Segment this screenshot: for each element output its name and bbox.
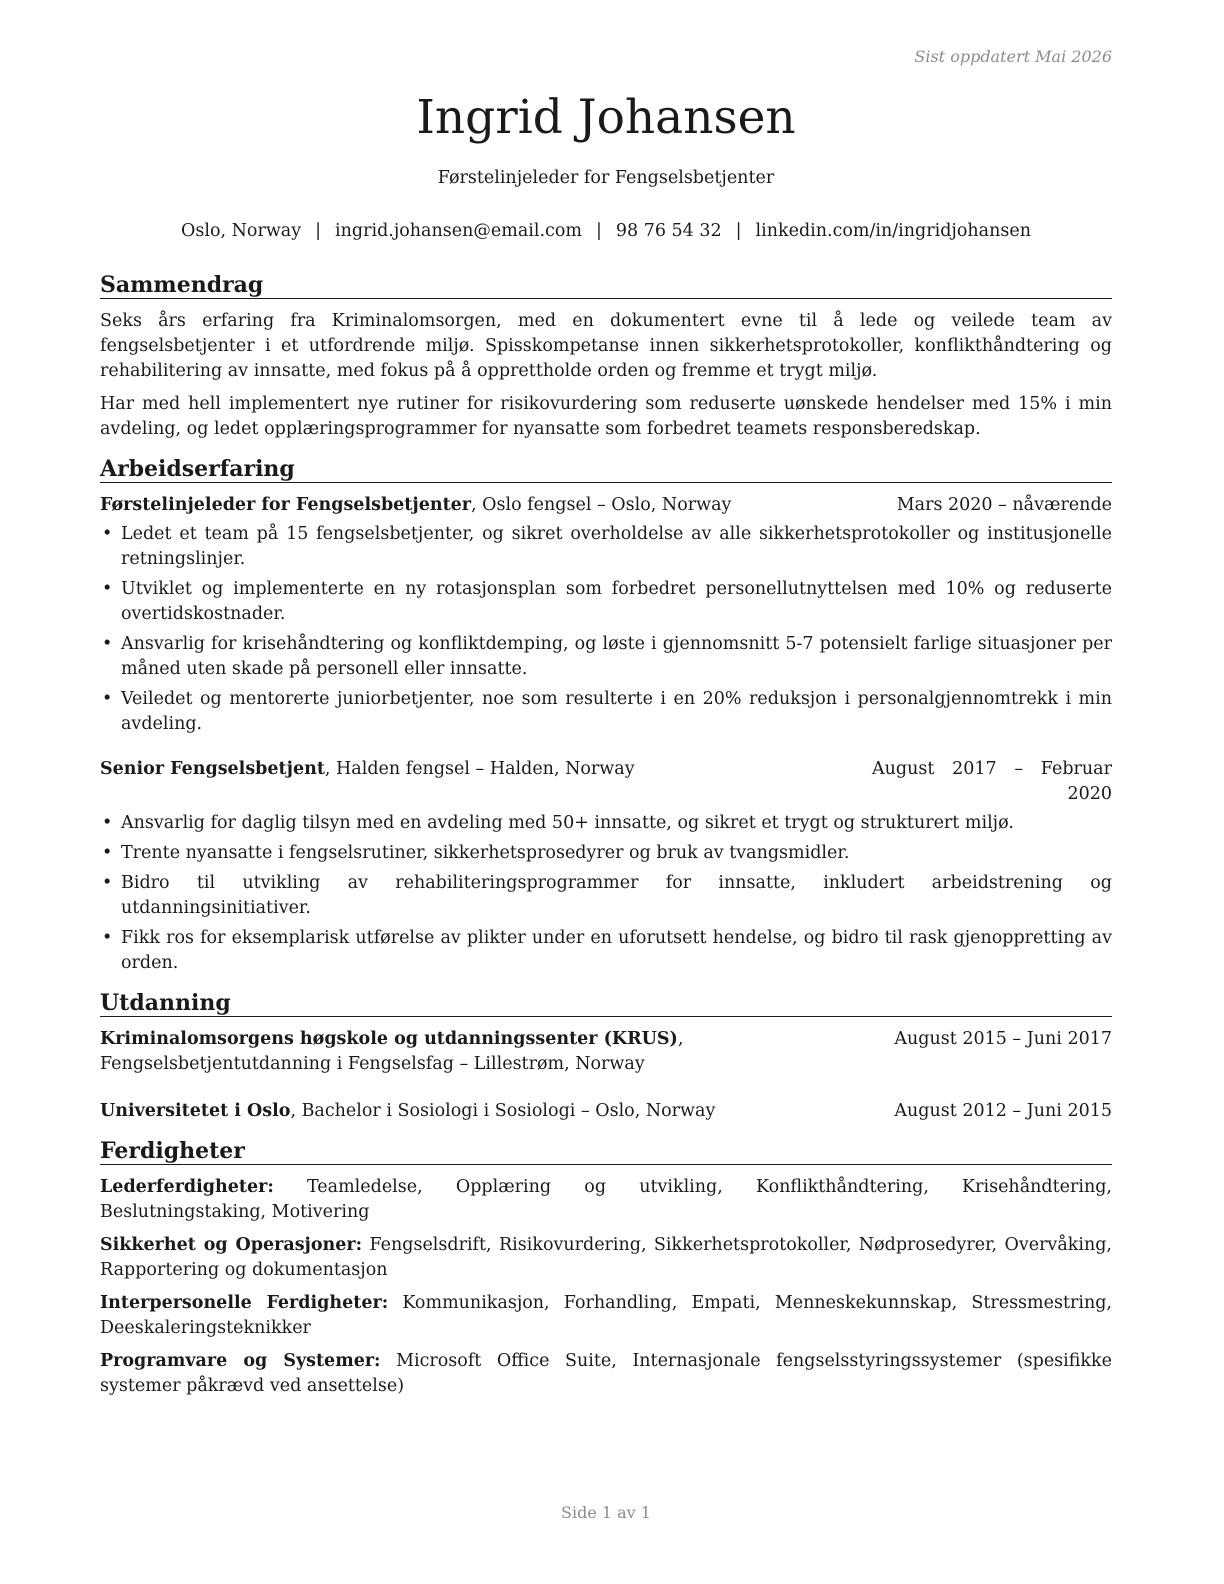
- summary-paragraph: Seks års erfaring fra Kriminalomsorgen, med en dokumentert evne til å lede og veilede team av fengselsbetjenter i et utfordrende miljø. Spisskompetanse innen sikkerhetsprotokoller, konflikthåndtering og rehabilitering av innsatte, med fokus på å opprettholde orden og fremme et trygt miljø.: [100, 311, 1112, 381]
- job-bullet: • Veiledet og mentorerte juniorbetjenter, noe som resulterte i en 20% reduksjon i personalgjennomtrekk i min avdeling.: [100, 687, 1112, 737]
- job-title-line: [100, 493, 897, 518]
- contact-separator: |: [595, 221, 602, 241]
- job-title-line: [100, 757, 872, 782]
- contact-linkedin[interactable]: linkedin.com/in/ingridjohansen: [755, 221, 1031, 241]
- job-role: Førstelinjeleder for Fengselsbetjenter: [100, 495, 472, 515]
- skills-section: [100, 1138, 1112, 1399]
- contact-phone: 98 76 54 32: [615, 221, 722, 241]
- job-entry: [100, 757, 1112, 976]
- education-school: Universitetet i Oslo: [100, 1101, 291, 1121]
- job-dates: August 2017 – Februar 2020: [872, 759, 1112, 804]
- skill-label: Interpersonelle Ferdigheter:: [100, 1293, 389, 1313]
- skill-text: Fengselsdrift, Risikovurdering, Sikkerhetsprotokoller, Nødprosedyrer, Overvåking, Rapportering og dokumentasjon: [100, 1235, 1112, 1280]
- section-heading-skills: Ferdigheter: [100, 1138, 1112, 1165]
- contact-email[interactable]: ingrid.johansen@email.com: [335, 221, 582, 241]
- skill-line: [100, 1175, 1112, 1225]
- contact-line: [80, 219, 1132, 244]
- job-bullet: • Ansvarlig for krisehåndtering og konfliktdemping, og løste i gjennomsnitt 5-7 potensielt farlige situasjoner per måned uten skade på personell eller innsatte.: [100, 632, 1112, 682]
- skill-text: Microsoft Office Suite, Internasjonale fengselsstyringssystemer (spesifikke systemer påkrævd ved ansettelse): [100, 1351, 1112, 1396]
- contact-location: Oslo, Norway: [181, 221, 302, 241]
- summary-paragraph: Har med hell implementert nye rutiner for risikovurdering som reduserte uønskede hendelser med 15% i min avdeling, og ledet opplæringsprogrammer for nyansatte som forbedret teamets responsberedskap.: [100, 394, 1112, 439]
- last-updated: Sist oppdatert Mai 2026: [914, 47, 1112, 66]
- skill-text: Kommunikasjon, Forhandling, Empati, Menneskekunnskap, Stressmestring, Deeskaleringsteknikker: [100, 1293, 1112, 1338]
- candidate-name: Ingrid Johansen: [416, 90, 796, 145]
- section-heading-summary: Sammendrag: [100, 272, 1112, 299]
- skill-text: Teamledelse, Opplæring og utvikling, Konflikthåndtering, Krisehåndtering, Beslutningstaking, Motivering: [100, 1177, 1112, 1222]
- job-bullet: • Bidro til utvikling av rehabiliteringsprogrammer for innsatte, inkludert arbeidstrening og utdanningsinitiativer.: [100, 871, 1112, 921]
- education-school: Kriminalomsorgens høgskole og utdanningssenter (KRUS): [100, 1029, 678, 1049]
- education-dates: August 2015 – Juni 2017: [894, 1029, 1112, 1049]
- job-bullets: [100, 522, 1112, 737]
- resume-content: [100, 272, 1112, 1413]
- education-section: [100, 990, 1112, 1124]
- candidate-headline: Førstelinjeleder for Fengselsbetjenter: [437, 168, 775, 188]
- education-title-line: [100, 1099, 894, 1124]
- job-role: Senior Fengselsbetjent: [100, 759, 325, 779]
- job-bullet: • Ledet et team på 15 fengselsbetjenter, og sikret overholdelse av alle sikkerhetsprotokoller og institusjonelle retningslinjer.: [100, 522, 1112, 572]
- job-bullet: • Ansvarlig for daglig tilsyn med en avdeling med 50+ innsatte, og sikret et trygt og strukturert miljø.: [100, 811, 1112, 836]
- job-header: [100, 493, 1112, 518]
- section-heading-education: Utdanning: [100, 990, 1112, 1017]
- contact-separator: |: [315, 221, 322, 241]
- education-entry: [100, 1027, 1112, 1077]
- resume-page: [100, 0, 1112, 1584]
- skill-line: [100, 1291, 1112, 1341]
- contact-separator: |: [735, 221, 742, 241]
- skill-label: Programvare og Systemer:: [100, 1351, 381, 1371]
- job-bullet: • Trente nyansatte i fengselsrutiner, sikkerhetsprosedyrer og bruk av tvangsmidler.: [100, 841, 1112, 866]
- education-entry: [100, 1099, 1112, 1124]
- job-place: , Halden fengsel – Halden, Norway: [324, 759, 635, 779]
- education-detail: , Fengselsbetjentutdanning i Fengselsfag – Lillestrøm, Norway: [100, 1029, 684, 1074]
- page-number: Side 1 av 1: [561, 1503, 651, 1522]
- job-header: [100, 757, 1112, 807]
- job-dates: Mars 2020 – nåværende: [896, 495, 1112, 515]
- summary-section: [100, 272, 1112, 442]
- education-dates: August 2012 – Juni 2015: [894, 1101, 1112, 1121]
- skill-line: [100, 1349, 1112, 1399]
- section-heading-experience: Arbeidserfaring: [100, 456, 1112, 483]
- job-place: , Oslo fengsel – Oslo, Norway: [471, 495, 732, 515]
- job-bullet: • Fikk ros for eksemplarisk utførelse av plikter under en uforutsett hendelse, og bidro til rask gjenoppretting av orden.: [100, 926, 1112, 976]
- job-entry: [100, 493, 1112, 737]
- experience-section: [100, 456, 1112, 976]
- job-bullet: • Utviklet og implementerte en ny rotasjonsplan som forbedret personellutnyttelsen med 10% og reduserte overtidskostnader.: [100, 577, 1112, 627]
- skill-label: Lederferdigheter:: [100, 1177, 274, 1197]
- skill-label: Sikkerhet og Operasjoner:: [100, 1235, 363, 1255]
- job-bullets: [100, 811, 1112, 976]
- education-title-line: [100, 1027, 894, 1077]
- skill-line: [100, 1233, 1112, 1283]
- education-detail: , Bachelor i Sosiologi i Sosiologi – Oslo, Norway: [290, 1101, 716, 1121]
